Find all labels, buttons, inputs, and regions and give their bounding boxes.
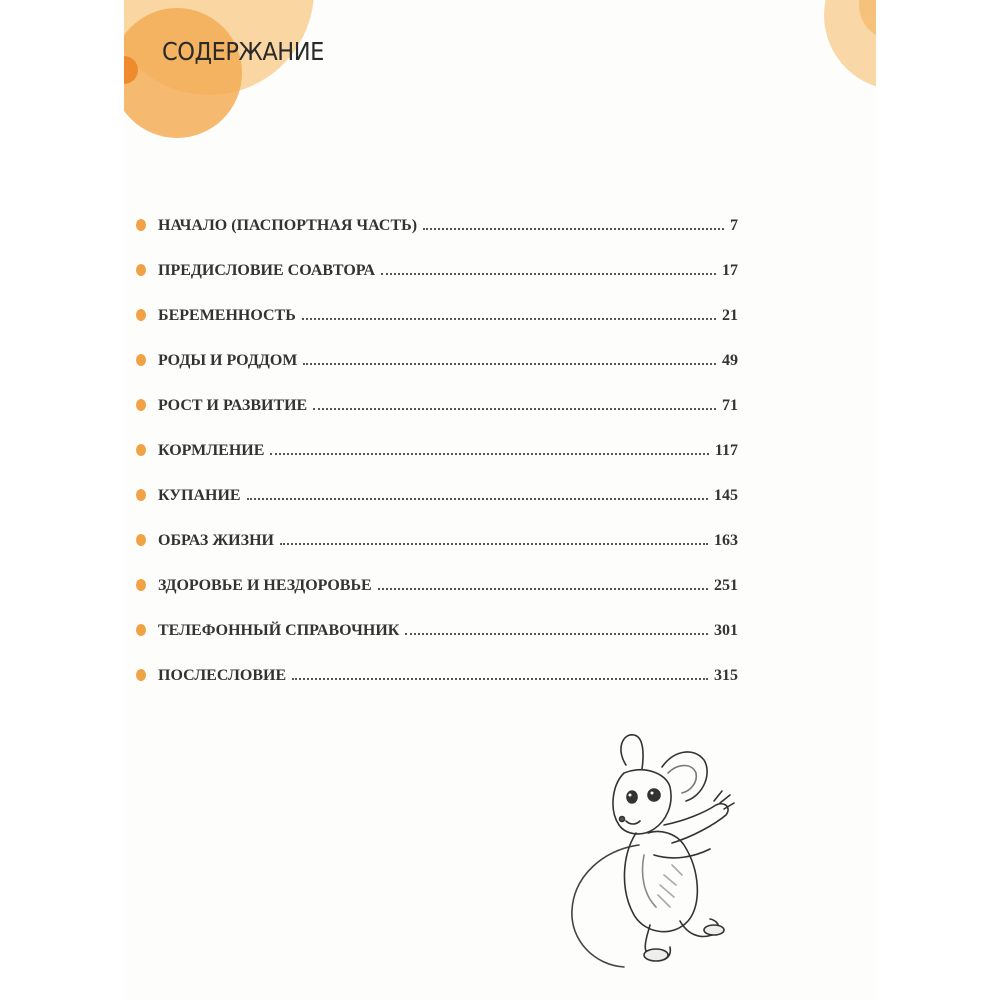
- toc-entry-page: 117: [714, 441, 738, 459]
- toc-entry-title: ТЕЛЕФОННЫЙ СПРАВОЧНИК: [158, 621, 400, 639]
- toc-entry-page: 17: [722, 261, 738, 279]
- bullet-icon: [136, 309, 146, 321]
- toc-entry-page: 21: [722, 306, 738, 324]
- toc-entry-title: РОСТ И РАЗВИТИЕ: [158, 396, 308, 414]
- bullet-icon: [136, 444, 146, 456]
- dot-leader: [303, 363, 716, 365]
- toc-entry-page: 301: [714, 621, 738, 639]
- dot-leader: [381, 273, 716, 275]
- toc-entry[interactable]: [124, 428, 876, 473]
- toc-entry[interactable]: [124, 608, 876, 653]
- decor-circle: [124, 8, 242, 138]
- toc-entry-title: ПРЕДИСЛОВИЕ СОАВТОРА: [158, 261, 376, 279]
- bullet-icon: [136, 264, 146, 276]
- toc-entry[interactable]: [124, 518, 876, 563]
- bullet-icon: [136, 219, 146, 231]
- toc-entry-title: БЕРЕМЕННОСТЬ: [158, 306, 296, 324]
- toc-entry-title: ОБРАЗ ЖИЗНИ: [158, 531, 274, 549]
- toc-entry[interactable]: [124, 248, 876, 293]
- bullet-icon: [136, 489, 146, 501]
- dot-leader: [423, 228, 724, 230]
- toc-entry-page: 71: [722, 396, 738, 414]
- dot-leader: [270, 453, 709, 455]
- dot-leader: [247, 498, 708, 500]
- toc-entry-title: КУПАНИЕ: [158, 486, 241, 504]
- toc-entry-page: 49: [722, 351, 738, 369]
- bullet-icon: [136, 579, 146, 591]
- toc-entry[interactable]: [124, 473, 876, 518]
- toc-entry[interactable]: [124, 383, 876, 428]
- toc-entry-title: НАЧАЛО (ПАСПОРТНАЯ ЧАСТЬ): [158, 216, 418, 234]
- dot-leader: [405, 633, 708, 635]
- toc-entry-page: 315: [714, 666, 738, 684]
- bullet-icon: [136, 399, 146, 411]
- dot-leader: [280, 543, 708, 545]
- page-title: СОДЕРЖАНИЕ: [162, 36, 324, 66]
- bullet-icon: [136, 669, 146, 681]
- toc-entry[interactable]: [124, 338, 876, 383]
- toc-entry-page: 7: [730, 216, 738, 234]
- bullet-icon: [136, 624, 146, 636]
- dot-leader: [302, 318, 716, 320]
- toc-entry-title: ПОСЛЕСЛОВИЕ: [158, 666, 287, 684]
- toc-entry-page: 251: [714, 576, 738, 594]
- mouse-icon: [564, 725, 754, 975]
- toc-entry-title: КОРМЛЕНИЕ: [158, 441, 265, 459]
- toc-entry-title: ЗДОРОВЬЕ И НЕЗДОРОВЬЕ: [158, 576, 372, 594]
- toc-entry[interactable]: [124, 563, 876, 608]
- toc-entry[interactable]: [124, 293, 876, 338]
- toc-entry[interactable]: [124, 653, 876, 698]
- toc-entry-page: 163: [714, 531, 738, 549]
- toc-entry[interactable]: [124, 203, 876, 248]
- dot-leader: [378, 588, 708, 590]
- table-of-contents: [124, 203, 876, 698]
- bullet-icon: [136, 534, 146, 546]
- mouse-illustration: [564, 725, 754, 975]
- dot-leader: [313, 408, 716, 410]
- bullet-icon: [136, 354, 146, 366]
- toc-entry-title: РОДЫ И РОДДОМ: [158, 351, 298, 369]
- book-page: [124, 0, 876, 1000]
- toc-entry-page: 145: [714, 486, 738, 504]
- dot-leader: [292, 678, 708, 680]
